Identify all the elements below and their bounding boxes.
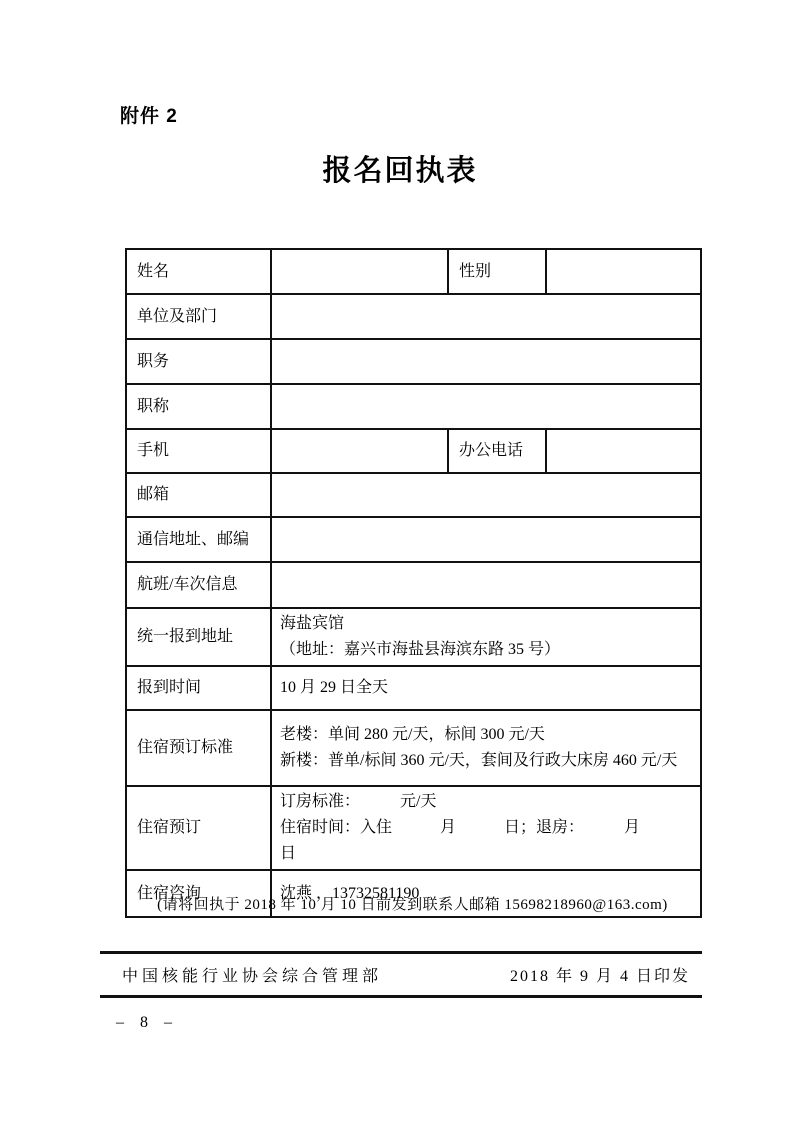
- table-row: [126, 339, 701, 384]
- table-row: [126, 786, 701, 870]
- reply-deadline-note: (请将回执于 2018 年 10 月 10 日前发到联系人邮箱 15698218960@163.com): [157, 897, 668, 913]
- footer-issuer: 中国核能行业协会综合管理部: [122, 968, 383, 985]
- lodging-booking-line2: 住宿时间：入住 月 日；退房： 月 日: [280, 819, 689, 862]
- lodging-contact-value: 沈燕 ，13732581190: [271, 870, 701, 917]
- footer-issue-date: 2018 年 9 月 4 日印发: [509, 968, 690, 985]
- professional-title-label: 职称: [126, 384, 271, 429]
- lodging-contact-label: 住宿咨询: [126, 870, 271, 917]
- table-row: [126, 666, 701, 710]
- table-row: [126, 429, 701, 473]
- registration-form-table: [125, 248, 702, 918]
- lodging-rate-value: [271, 710, 701, 786]
- office-phone-label: 办公电话: [448, 429, 546, 473]
- email-value: [271, 473, 701, 517]
- checkin-address-line2: （地址：嘉兴市海盐县海滨东路 35 号）: [280, 641, 561, 658]
- table-row: [126, 562, 701, 608]
- flight-train-info-value: [271, 562, 701, 608]
- table-row: [126, 517, 701, 562]
- mobile-value: [271, 429, 448, 473]
- unit-department-label: 单位及部门: [126, 294, 271, 339]
- mailing-address-label: 通信地址、邮编: [126, 517, 271, 562]
- footer-rule-block: [100, 951, 702, 998]
- table-row: [126, 710, 701, 786]
- page-title: 报名回执表: [322, 155, 478, 187]
- page-number: – 8 –: [116, 1014, 178, 1031]
- checkin-time-label: 报到时间: [126, 666, 271, 710]
- checkin-address-line1: 海盐宾馆: [280, 615, 345, 632]
- name-value: [271, 249, 448, 294]
- attachment-label: 附件 2: [120, 106, 178, 127]
- gender-value: [546, 249, 701, 294]
- lodging-rate-label: 住宿预订标准: [126, 710, 271, 786]
- table-row: [126, 384, 701, 429]
- office-phone-value: [546, 429, 701, 473]
- lodging-booking-line1: 订房标准： 元/天: [280, 793, 437, 810]
- unit-department-value: [271, 294, 701, 339]
- lodging-booking-label: 住宿预订: [126, 786, 271, 870]
- mailing-address-value: [271, 517, 701, 562]
- checkin-time-value: 10 月 29 日全天: [271, 666, 701, 710]
- gender-label: 性别: [448, 249, 546, 294]
- flight-train-info-label: 航班/车次信息: [126, 562, 271, 608]
- professional-title-value: [271, 384, 701, 429]
- position-value: [271, 339, 701, 384]
- position-label: 职务: [126, 339, 271, 384]
- table-row: [126, 294, 701, 339]
- lodging-booking-value: [271, 786, 701, 870]
- table-row: [126, 473, 701, 517]
- checkin-address-label: 统一报到地址: [126, 608, 271, 666]
- name-label: 姓名: [126, 249, 271, 294]
- mobile-label: 手机: [126, 429, 271, 473]
- email-label: 邮箱: [126, 473, 271, 517]
- lodging-rate-line1: 老楼：单间 280 元/天，标间 300 元/天: [280, 726, 545, 743]
- table-row: [126, 608, 701, 666]
- lodging-rate-line2: 新楼：普单/标间 360 元/天，套间及行政大床房 460 元/天: [280, 752, 678, 769]
- table-row: [126, 249, 701, 294]
- checkin-address-value: [271, 608, 701, 666]
